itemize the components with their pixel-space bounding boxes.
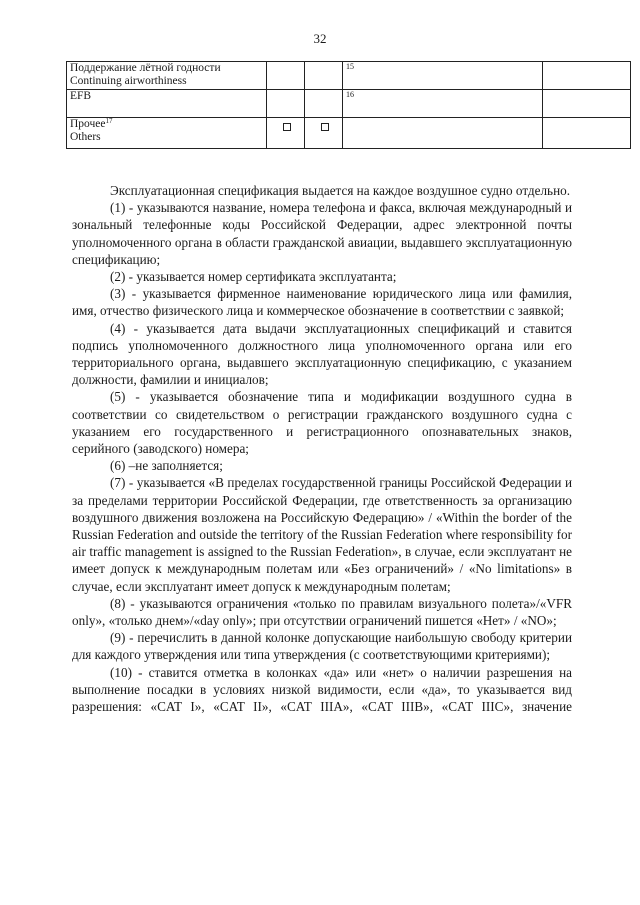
paragraph-note-6: (6) –не заполняется; <box>110 458 223 474</box>
remarks-cell <box>543 118 631 149</box>
yes-cell <box>267 90 305 118</box>
row-name-ru: EFB <box>70 90 92 102</box>
page-number: 32 <box>313 31 327 46</box>
table-row <box>67 62 631 90</box>
row-name-cell <box>67 62 267 90</box>
paragraph-note-5: (5) - указывается обозначение типа и модификации воздушного судна в соответствии со свидетельством о регистрации гражданского воздушного судна с указанием его государственного и регистрационного опознавательных знаков, серийного (заводского) номера; <box>72 389 572 457</box>
paragraph-note-9: (9) - перечислить в данной колонке допускающие наибольшую свободу критерии для каждого утверждения или типа утверждения (с соответствующими критериями); <box>72 630 572 663</box>
paragraph-note-1: (1) - указываются название, номера телефона и факса, включая международный и зональный телефонные коды Российской Федерации, адрес электронной почты уполномоченного органа в области гражданской авиации, выдавшего эксплуатационную спецификацию; <box>72 200 572 267</box>
yes-checkbox[interactable] <box>283 123 291 131</box>
no-cell <box>305 118 343 149</box>
row-name-cell <box>67 90 267 118</box>
row-name-ru-wrap <box>70 118 266 131</box>
paragraph-note-4: (4) - указывается дата выдачи эксплуатационных спецификаций и ставится подпись уполномоченного должностного лица уполномоченного органа или его территориального органа, выдавшего эксплуатационную спецификацию, с указанием должности, фамилии и инициалов; <box>72 320 572 388</box>
remarks-cell <box>543 90 631 118</box>
row-name-en: Continuing airworthiness <box>70 75 187 87</box>
no-cell <box>305 90 343 118</box>
no-checkbox[interactable] <box>321 123 329 131</box>
paragraph-note-7: (7) - указывается «В пределах государственной границы Российской Федерации и за пределами территории Российской Федерации, где ответственность за организацию воздушного движения возложена на Российскую Федерацию» / «Within the border of the Russian Federation and outside the territory of the Russian Federation where responsibility for air traffic management is assigned to the Russian Federation», в случае, если эксплуатант не имеет допуск к международным полетам или «Без ограничений» / «No limitations» в случае, если эксплуатант имеет допуск к международным полетам; <box>72 475 572 594</box>
paragraph-intro: Эксплуатационная спецификация выдается на каждое воздушное судно отдельно. <box>110 183 571 198</box>
row-name-ru: Прочее <box>70 118 106 130</box>
paragraph-note-8: (8) - указываются ограничения «только по правилам визуального полета»/«VFR only», «только днем»/«day only»; при отсутствии ограничений пишется «Нет» / «NO»; <box>72 595 572 629</box>
row-name-ru: Поддержание лётной годности <box>70 62 221 74</box>
paragraph-note-3: (3) - указывается фирменное наименование юридического лица или фамилия, имя, отчество физического лица и коммерческое обозначение в соответствии с заявкой; <box>72 286 572 319</box>
footnote-ref-cell: 16 <box>343 90 543 118</box>
yes-cell <box>267 118 305 149</box>
paragraph-note-10: (10) - ставится отметка в колонках «да» или «нет» о наличии разрешения на выполнение посадки в условиях низкой видимости, если «да», то указывается вид разрешения: «CAT I», «CAT II», «CAT IIIA», «CAT IIIB», «CAT IIIC», значение <box>72 664 572 715</box>
row-name-en: Others <box>70 131 101 143</box>
table-row <box>67 90 631 118</box>
table-row <box>67 118 631 149</box>
row-name-cell <box>67 118 267 149</box>
footnote-ref-cell: 15 <box>343 62 543 90</box>
yes-cell <box>267 62 305 90</box>
body-text <box>72 182 572 715</box>
paragraph-note-2: (2) - указывается номер сертификата эксплуатанта; <box>110 269 397 285</box>
no-cell <box>305 62 343 90</box>
footnote-ref-cell <box>343 118 543 149</box>
remarks-cell <box>543 62 631 90</box>
footnote-marker: 17 <box>105 117 113 125</box>
operations-spec-table <box>66 61 631 149</box>
